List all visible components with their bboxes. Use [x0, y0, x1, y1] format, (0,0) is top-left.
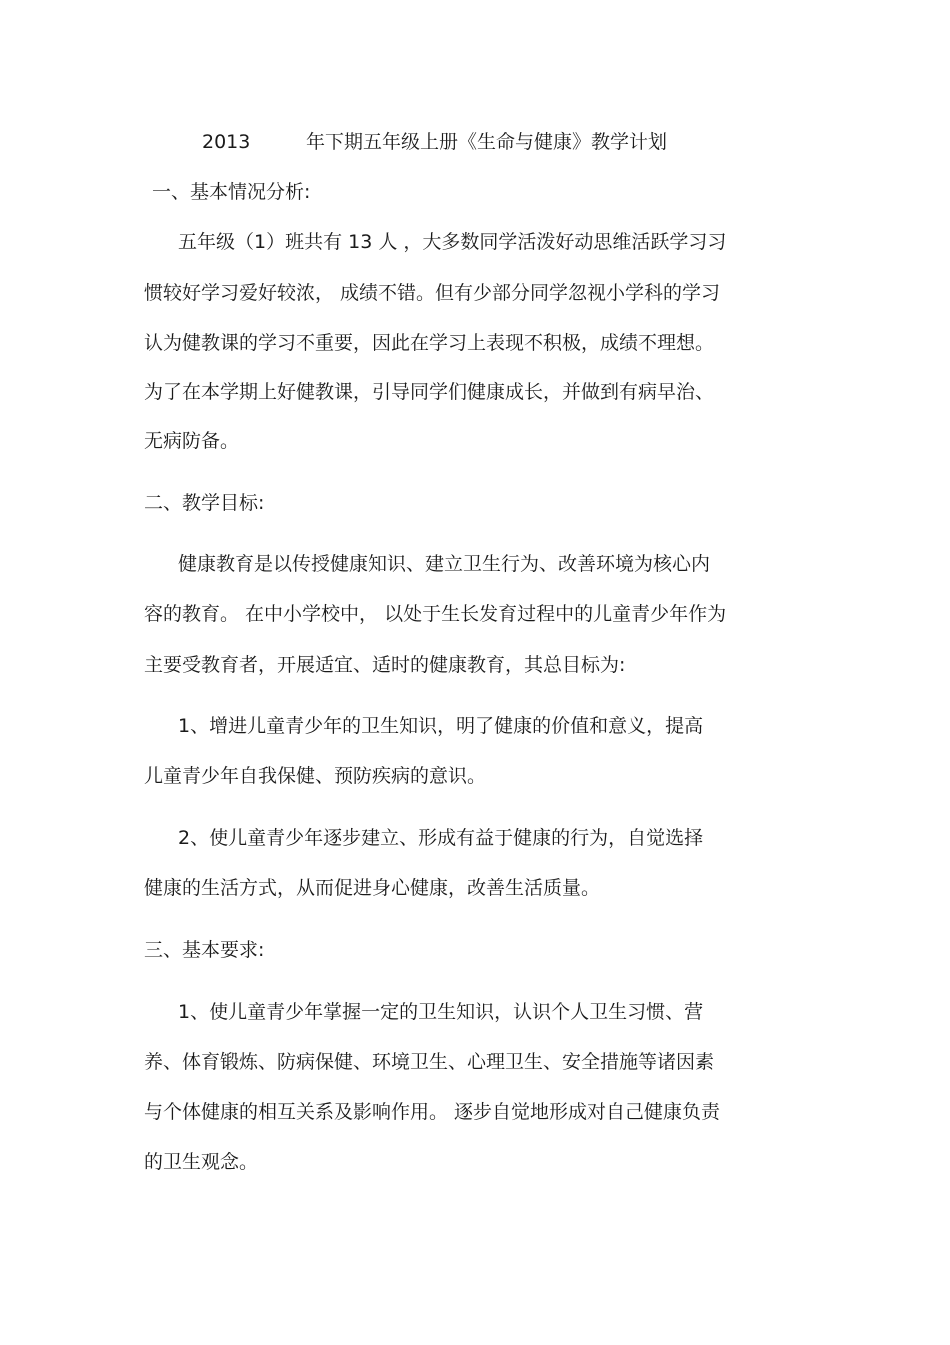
paragraph-line: 无病防备。: [144, 430, 240, 452]
paragraph-line: 惯较好学习爱好较浓， 成绩不错。但有少部分同学忽视小学科的学习: [144, 282, 721, 304]
title-text: 年下期五年级上册《生命与健康》教学计划: [306, 131, 668, 153]
paragraph-line: 为了在本学期上好健教课，引导同学们健康成长，并做到有病早治、: [144, 381, 715, 403]
paragraph-line: 儿童青少年自我保健、预防疾病的意识。: [144, 765, 487, 787]
requirement-item-1: 1、使儿童青少年掌握一定的卫生知识，认识个人卫生习惯、营: [178, 1001, 704, 1023]
paragraph-line: 五年级（1）班共有 13 人 ，大多数同学活泼好动思维活跃学习习: [178, 231, 727, 253]
heading-basic-situation: 一、基本情况分析:: [152, 181, 311, 203]
paragraph-line: 认为健教课的学习不重要，因此在学习上表现不积极，成绩不理想。: [144, 332, 715, 354]
goal-item-2: 2、使儿童青少年逐步建立、形成有益于健康的行为，自觉选择: [178, 827, 704, 849]
paragraph-line: 养、体育锻炼、防病保健、环境卫生、心理卫生、安全措施等诸因素: [144, 1051, 715, 1073]
goal-item-1: 1、增进儿童青少年的卫生知识，明了健康的价值和意义，提高: [178, 715, 704, 737]
heading-teaching-goals: 二、教学目标:: [144, 492, 265, 514]
paragraph-line: 健康的生活方式，从而促进身心健康，改善生活质量。: [144, 877, 601, 899]
paragraph-line: 与个体健康的相互关系及影响作用。 逐步自觉地形成对自己健康负责: [144, 1101, 721, 1123]
paragraph-line: 主要受教育者，开展适宜、适时的健康教育，其总目标为:: [144, 654, 626, 676]
paragraph-line: 的卫生观念。: [144, 1151, 259, 1173]
paragraph-line: 容的教育。 在中小学校中， 以处于生长发育过程中的儿童青少年作为: [144, 603, 727, 625]
title-year: 2013: [202, 131, 251, 153]
heading-basic-requirements: 三、基本要求:: [144, 939, 265, 961]
paragraph-line: 健康教育是以传授健康知识、建立卫生行为、改善环境为核心内: [178, 553, 711, 575]
